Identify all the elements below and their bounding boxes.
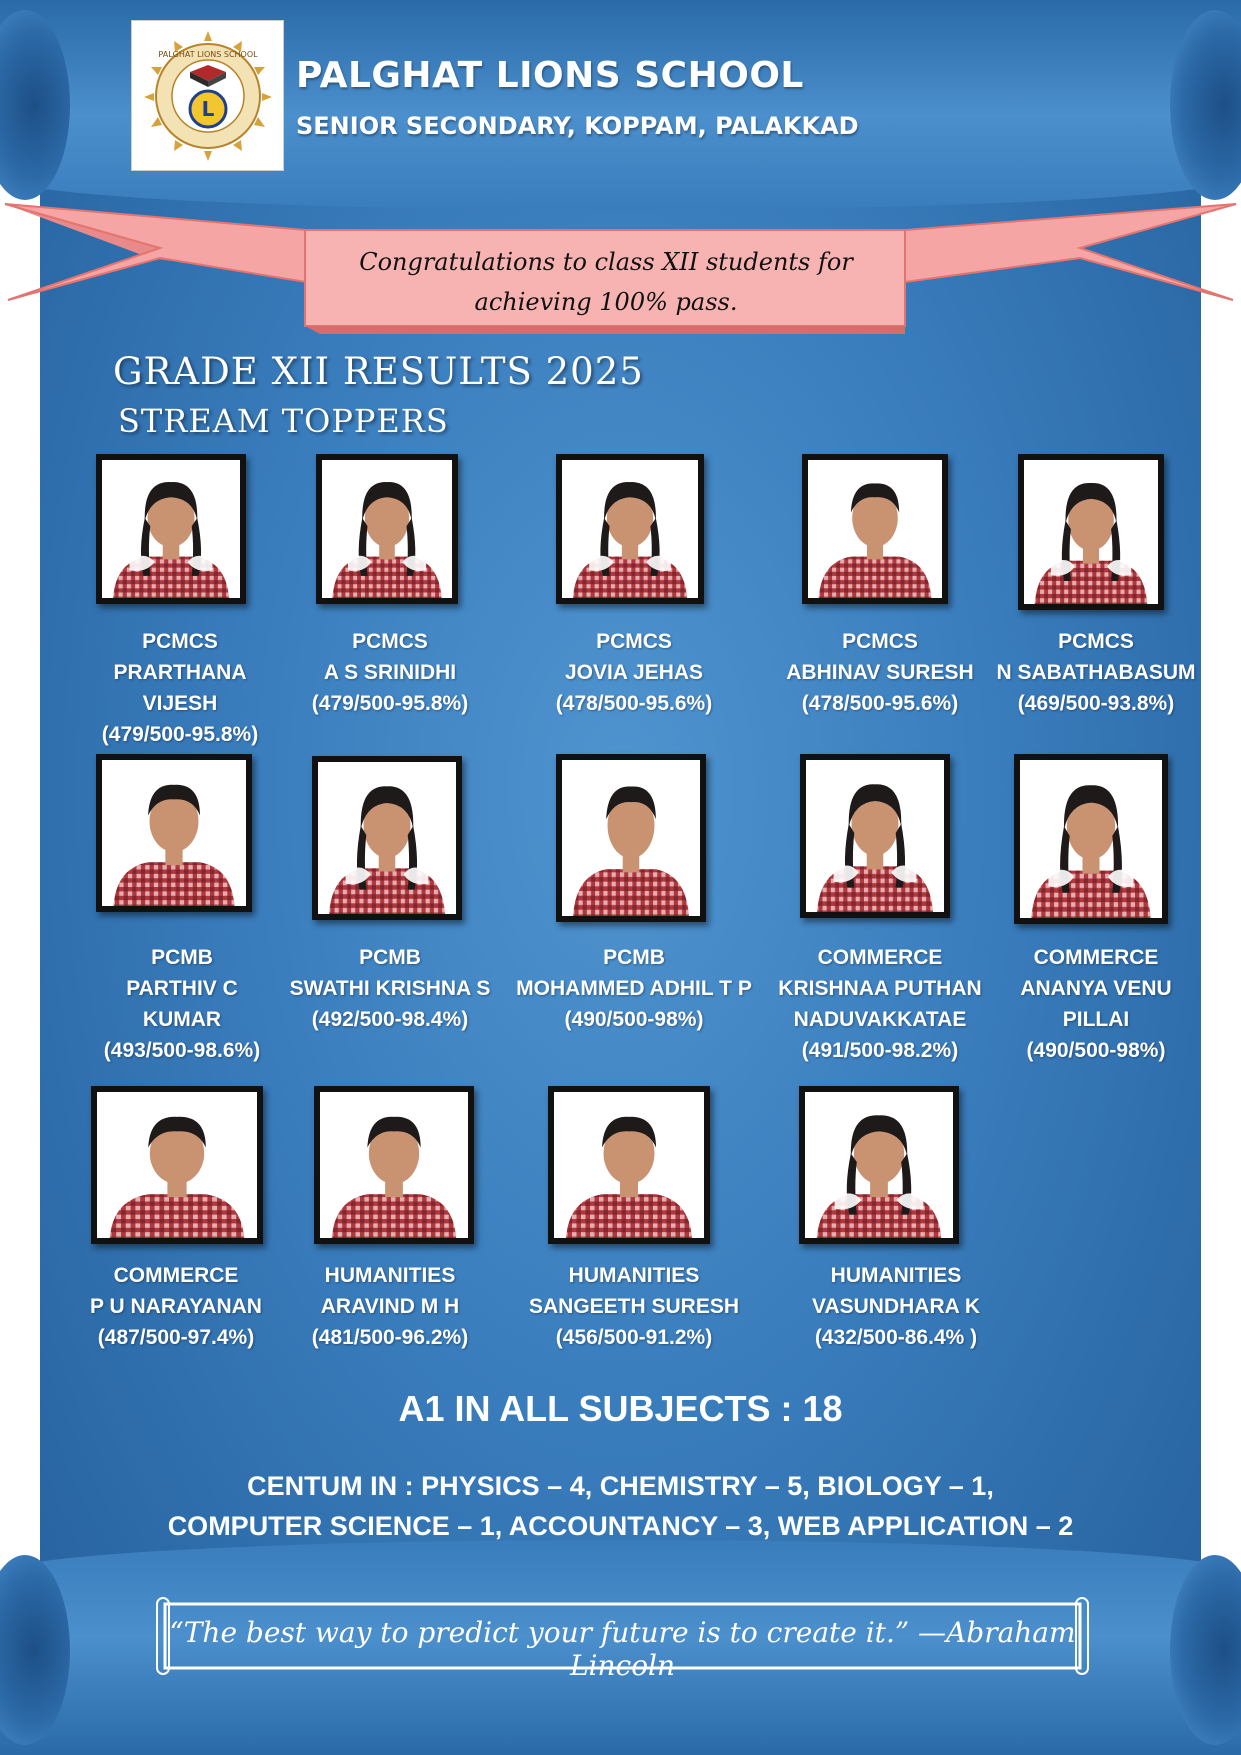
topper-stream: PCMCS <box>842 630 918 653</box>
topper-score: (491/500-98.2%) <box>801 1039 959 1062</box>
topper-score: (432/500-86.4% ) <box>814 1326 978 1349</box>
topper-photo <box>802 454 948 604</box>
topper-name: ANANYA VENU <box>1020 977 1172 1000</box>
topper-stream: PCMCS <box>352 630 428 653</box>
topper-name: MOHAMMED ADHIL T P <box>516 977 752 1000</box>
grade-results-title: GRADE XII RESULTS 2025 <box>113 350 644 393</box>
topper-photo <box>799 1086 959 1244</box>
topper-photo <box>96 754 252 912</box>
topper-score: (492/500-98.4%) <box>311 1008 469 1031</box>
topper-name: A S SRINIDHI <box>323 661 457 684</box>
topper-photo <box>91 1086 263 1244</box>
topper-caption <box>504 1260 764 1353</box>
lincoln-quote: “The best way to predict your future is to create it.” —Abraham Lincoln <box>169 1616 1076 1682</box>
topper-photo <box>548 1086 710 1244</box>
school-logo <box>131 20 284 171</box>
topper-caption <box>766 1260 1026 1353</box>
topper-score: (478/500-95.6%) <box>801 692 959 715</box>
topper-stream: PCMB <box>151 946 213 969</box>
centum-line-2: COMPUTER SCIENCE – 1, ACCOUNTANCY – 3, WEB APPLICATION – 2 <box>167 1511 1074 1541</box>
topper-photo <box>556 754 706 922</box>
topper-stream: PCMCS <box>596 630 672 653</box>
topper-photo <box>312 756 462 920</box>
topper-caption <box>504 942 764 1035</box>
topper-score: (487/500-97.4%) <box>97 1326 255 1349</box>
topper-stream: HUMANITIES <box>830 1264 962 1287</box>
topper-stream: PCMCS <box>142 630 218 653</box>
topper-name: PILLAI <box>1062 1008 1130 1031</box>
topper-score: (456/500-91.2%) <box>555 1326 713 1349</box>
topper-name: ARAVIND M H <box>320 1295 460 1318</box>
congratulations-line-2: achieving 100% pass. <box>474 288 738 316</box>
topper-caption <box>504 626 764 719</box>
topper-photo <box>96 454 246 604</box>
school-name: PALGHAT LIONS SCHOOL <box>296 55 804 96</box>
svg-text:PALGHAT LIONS SCHOOL: PALGHAT LIONS SCHOOL <box>157 49 258 59</box>
a1-all-subjects: A1 IN ALL SUBJECTS : 18 <box>398 1388 843 1429</box>
topper-score: (490/500-98%) <box>1026 1039 1166 1062</box>
topper-score: (481/500-96.2%) <box>311 1326 469 1349</box>
topper-score: (493/500-98.6%) <box>103 1039 261 1062</box>
topper-name: JOVIA JEHAS <box>564 661 704 684</box>
topper-name: KRISHNAA PUTHAN <box>778 977 982 1000</box>
topper-name: P U NARAYANAN <box>90 1295 262 1318</box>
topper-photo <box>556 454 704 604</box>
topper-name: SWATHI KRISHNA S <box>289 977 491 1000</box>
congratulations-message <box>306 242 906 322</box>
topper-name: VIJESH <box>142 692 218 715</box>
topper-photo <box>316 454 458 604</box>
topper-caption <box>260 626 520 719</box>
topper-name: N SABATHABASUM <box>996 661 1196 684</box>
topper-caption <box>966 942 1226 1066</box>
topper-stream: COMMERCE <box>817 946 943 969</box>
topper-stream: COMMERCE <box>1033 946 1159 969</box>
topper-stream: HUMANITIES <box>324 1264 456 1287</box>
topper-name: NADUVAKKATAE <box>793 1008 967 1031</box>
topper-score: (490/500-98%) <box>564 1008 704 1031</box>
topper-stream: PCMB <box>603 946 665 969</box>
centum-summary <box>0 1466 1241 1546</box>
topper-stream: COMMERCE <box>113 1264 239 1287</box>
topper-score: (478/500-95.6%) <box>555 692 713 715</box>
topper-name: KUMAR <box>142 1008 222 1031</box>
topper-name: VASUNDHARA K <box>812 1295 980 1318</box>
school-subtitle: SENIOR SECONDARY, KOPPAM, PALAKKAD <box>296 112 859 140</box>
stream-toppers-title: STREAM TOPPERS <box>118 402 449 440</box>
topper-stream: HUMANITIES <box>568 1264 700 1287</box>
topper-score: (479/500-95.8%) <box>101 723 259 746</box>
topper-photo <box>1018 454 1164 610</box>
topper-caption <box>260 942 520 1035</box>
topper-caption <box>260 1260 520 1353</box>
svg-text:L: L <box>201 96 214 121</box>
topper-photo <box>800 754 950 918</box>
topper-photo <box>1014 754 1168 924</box>
topper-score: (479/500-95.8%) <box>311 692 469 715</box>
topper-name: SANGEETH SURESH <box>528 1295 740 1318</box>
topper-name: ABHINAV SURESH <box>786 661 974 684</box>
centum-line-1: CENTUM IN : PHYSICS – 4, CHEMISTRY – 5, BIOLOGY – 1, <box>247 1471 994 1501</box>
topper-stream: PCMCS <box>1058 630 1134 653</box>
lions-emblem-icon <box>138 27 278 165</box>
topper-score: (469/500-93.8%) <box>1017 692 1175 715</box>
topper-photo <box>314 1086 474 1244</box>
congratulations-line-1: Congratulations to class XII students for <box>359 248 853 276</box>
topper-stream: PCMB <box>359 946 421 969</box>
topper-name: PRARTHANA <box>113 661 247 684</box>
topper-name: PARTHIV C <box>126 977 238 1000</box>
topper-caption <box>966 626 1226 719</box>
